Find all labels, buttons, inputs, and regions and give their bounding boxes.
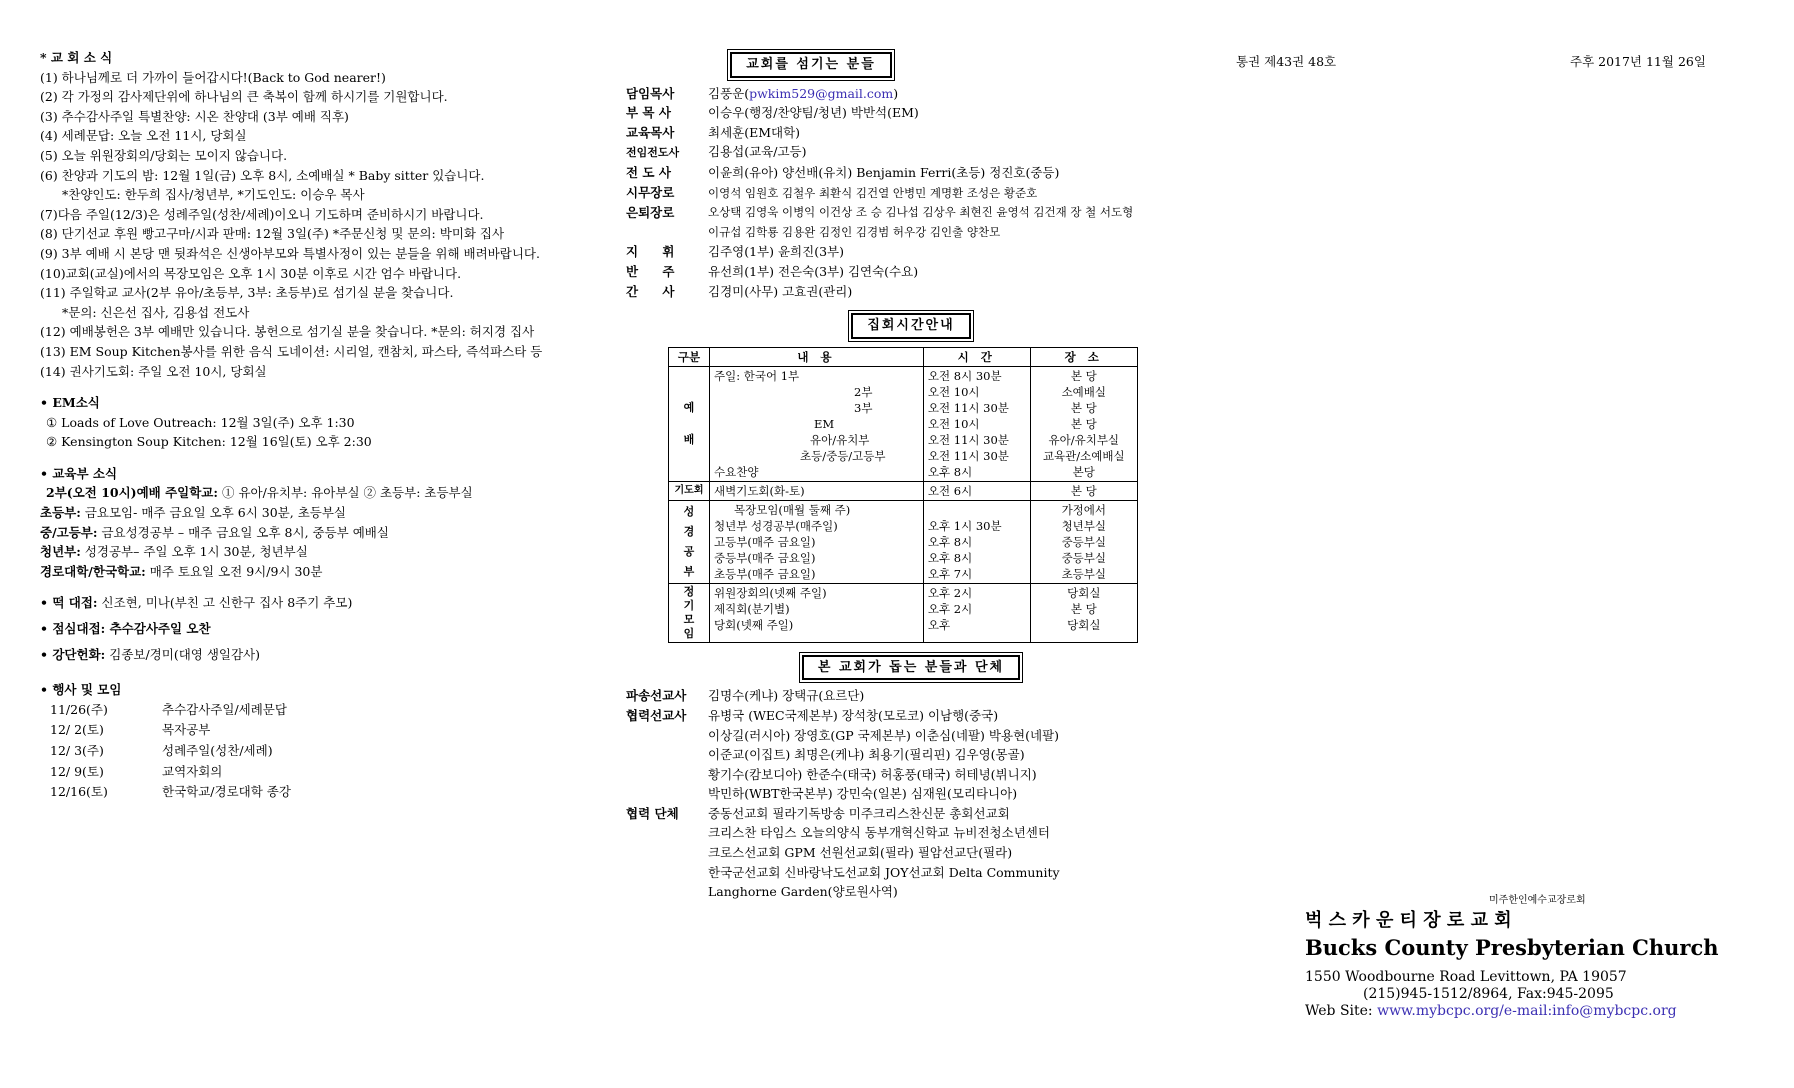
meeting-content (710, 583, 924, 642)
mission-line: 크로스선교회 GPM 선원선교회(필라) 필암선교단(필라) (708, 845, 1013, 861)
mission-label: 파송선교사 (626, 688, 687, 704)
table-row (50, 720, 291, 741)
servant-label: 은퇴장로 (626, 205, 675, 221)
servant-label: 교육목사 (626, 124, 675, 140)
servant-row (626, 142, 1146, 163)
servant-row (626, 123, 1146, 143)
schedule-time: 오전 6시 (923, 481, 1030, 500)
worship-time (923, 366, 1030, 481)
flowers-text: 김종보/경미(대영 생일감사) (105, 646, 261, 662)
mission-line: 크리스찬 타임스 오늘의양식 동부개혁신학교 뉴비전청소년센터 (708, 825, 1050, 841)
news-item: (7)다음 주일(12/3)은 성례주일(성찬/세례)이오니 기도하며 준비하시기 바랍니다. (40, 206, 484, 222)
rice-cake-text: 신조현, 미나(부친 고 신한구 집사 8주기 추모) (97, 595, 353, 611)
mission-label: 협력선교사 (626, 707, 687, 723)
servant-text: ) (893, 85, 899, 101)
servant-row (626, 282, 1146, 302)
education-item (40, 562, 600, 582)
schedule-place: 본당 (1072, 464, 1095, 479)
schedule-time: 오전 11시 30분 (927, 448, 1009, 463)
bible-place (1030, 500, 1137, 583)
servant-label: 간 사 (626, 283, 685, 299)
header-category: 구분 (669, 347, 710, 366)
mission-label: 협력 단체 (626, 805, 679, 821)
mission-line: 한국군선교회 신바랑낙도선교회 JOY선교회 Delta Community (708, 864, 1060, 880)
rice-cake-label: • 떡 대접: (40, 595, 98, 611)
schedule-place: 가정에서 (1061, 502, 1106, 517)
news-item: (13) EM Soup Kitchen봉사를 위한 음식 도네이션: 시리얼, 캔참치, 파스타, 즉석파스타 등 (40, 343, 543, 359)
mission-lines (708, 706, 1059, 804)
meeting-time (923, 583, 1030, 642)
mission-line: 김명수(케냐) 장택규(요르단) (708, 688, 865, 704)
bulletin-date: 주후 2017년 11월 26일 (1570, 54, 1706, 69)
servant-label: 시무장로 (626, 184, 675, 200)
schedule-content: 새벽기도회(화-토) (710, 481, 924, 500)
schedule-place: 청년부실 (1061, 518, 1106, 533)
missions-title: 본 교회가 돕는 분들과 단체 (802, 655, 1020, 681)
schedule-content: EM (814, 416, 835, 431)
servant-row (626, 183, 1146, 204)
table-row (669, 500, 1138, 583)
schedule-content: 초등부(매주 금요일) (714, 566, 816, 581)
schedule-place: 당회실 (1067, 585, 1101, 600)
rice-cake-line (40, 593, 600, 613)
schedule-place: 본 당 (1030, 481, 1137, 500)
servant-label: 반 주 (626, 263, 685, 279)
servant-label: 전 도 사 (626, 164, 671, 180)
table-row (669, 481, 1138, 500)
news-item: (10)교회(교실)에서의 목장모임은 오후 1시 30분 이후로 시간 엄수 바랍니다. (40, 265, 462, 281)
prayer-label: 기도회 (669, 481, 710, 500)
news-item: (5) 오늘 위원장회의/당회는 모이지 않습니다. (40, 147, 288, 163)
schedule-content: 위원장회의(넷째 주일) (714, 585, 827, 600)
church-korean-name: 벅 스 카 운 티 장 로 교 회 (1305, 910, 1512, 931)
worship-place (1030, 366, 1137, 481)
web-label: Web Site: (1305, 1003, 1378, 1019)
education-text: 금요모임- 매주 금요일 오후 6시 30분, 초등부실 (80, 505, 346, 521)
news-item: (2) 각 가정의 감사제단위에 하나님의 큰 축복이 함께 하시기를 기원합니다. (40, 89, 448, 105)
mission-lines (708, 686, 864, 706)
schedule-time: 오전 10시 (927, 384, 980, 399)
news-item: (4) 세례문답: 오늘 오전 11시, 당회실 (40, 128, 247, 144)
header-place: 장 소 (1030, 347, 1137, 366)
event-desc: 교역자회의 (162, 763, 223, 779)
flowers-line (40, 645, 600, 665)
church-info (1305, 894, 1719, 1020)
schedule-place: 교육관/소예배실 (1042, 448, 1125, 463)
education-item (40, 483, 600, 503)
servant-text: 오상택 김영욱 이병익 이건상 조 승 김나섭 김상우 최현진 윤영석 김건재 장 철 서도형 이규섭 김학룡 김용완 김정인 김경범 허우강 김인출 양찬모 (708, 205, 1134, 239)
schedule-place: 유아/유치부실 (1048, 432, 1120, 447)
left-column (40, 48, 600, 803)
table-row (50, 741, 291, 762)
news-item: (9) 3부 예배 시 본당 맨 뒷좌석은 신생아부모와 특별사정이 있는 분들을 위해 배려바랍니다. (40, 245, 540, 261)
schedule-place: 초등부실 (1061, 566, 1106, 581)
schedule-content: 목장모임(매월 둘째 주) (734, 502, 851, 517)
schedule-place: 당회실 (1067, 617, 1101, 632)
servant-text: 김주영(1부) 윤희진(3부) (708, 244, 844, 260)
schedule-time: 오전 11시 30분 (927, 400, 1009, 415)
flowers-label: • 강단헌화: (40, 646, 106, 662)
table-header-row (669, 347, 1138, 366)
event-date: 12/16(토) (50, 784, 108, 800)
servant-label: 부 목 사 (626, 105, 671, 121)
education-text: 매주 토요일 오전 9시/9시 30분 (145, 563, 323, 579)
worship-label: 예 배 (669, 366, 710, 481)
schedule-place: 본 당 (1070, 601, 1097, 616)
servant-text: 김풍운( (708, 85, 750, 101)
servant-row (626, 84, 1146, 104)
table-row (669, 583, 1138, 642)
em-item: ① Loads of Love Outreach: 12월 3일(주) 오후 1:30 (46, 414, 355, 430)
news-item: *찬양인도: 한두희 집사/청년부, *기도인도: 이승우 목사 (62, 187, 365, 203)
servant-row (626, 103, 1146, 123)
schedule-content: 제직회(분기별) (714, 601, 790, 616)
education-title: • 교육부 소식 (40, 465, 118, 481)
education-label: 초등부: (40, 505, 81, 521)
schedule-place: 소예배실 (1061, 384, 1106, 399)
volume-info: 통권 제43권 48호 (1236, 54, 1337, 69)
news-item: (12) 예배봉헌은 3부 예배만 있습니다. 봉헌으로 섬기실 분을 찾습니다. *문의: 허지경 집사 (40, 324, 535, 340)
table-row (50, 762, 291, 783)
event-date: 12/ 2(토) (50, 722, 104, 738)
news-item: (1) 하나님께로 더 가까이 들어갑시다!(Back to God nearer!) (40, 69, 386, 85)
servant-text: 김용섭(교육/고등) (708, 144, 807, 160)
schedule-content: 청년부 성경공부(매주일) (714, 518, 838, 533)
event-date: 12/ 3(주) (50, 743, 104, 758)
church-web (1305, 1003, 1719, 1020)
table-row (50, 700, 291, 721)
events-table (50, 700, 291, 803)
event-desc: 추수감사주일/세례문답 (162, 701, 287, 717)
meeting-place (1030, 583, 1137, 642)
education-label: 중/고등부: (40, 524, 98, 540)
pastor-email-link[interactable]: pwkim529@gmail.com (749, 85, 894, 101)
mission-line: 이준교(이집트) 최명은(케냐) 최용기(필리핀) 김우영(몽골) (708, 747, 1025, 763)
event-desc: 목자공부 (162, 722, 211, 738)
event-date: 11/26(주) (50, 701, 108, 717)
schedule-place: 중등부실 (1061, 534, 1106, 549)
church-news-list (40, 68, 600, 382)
church-news-title: * 교 회 소 식 (40, 50, 113, 65)
schedule-time: 오후 8시 (927, 534, 973, 549)
schedule-content: 주일: 한국어 1부 (714, 368, 800, 383)
table-row (669, 366, 1138, 481)
servant-row (626, 262, 1146, 282)
schedule-content: 유아/유치부 (810, 432, 870, 447)
church-phone: (215)945-1512/8964, Fax:945-2095 (1363, 986, 1614, 1002)
schedule-time: 오후 2시 (927, 601, 973, 616)
servant-row (626, 203, 1146, 242)
news-item: (14) 권사기도회: 주일 오전 10시, 당회실 (40, 363, 267, 379)
servant-row (626, 242, 1146, 262)
bible-time (923, 500, 1030, 583)
mission-line: 이상길(러시아) 장영호(GP 국제본부) 이춘심(네팔) 박용현(네팔) (708, 727, 1060, 743)
education-label: 2부(오전 10시)예배 주일학교: (46, 485, 218, 501)
schedule-time: 오후 8시 (927, 550, 973, 565)
denomination: 미주한인예수교장로회 (1489, 895, 1586, 906)
education-item (40, 503, 600, 523)
news-item: *문의: 신은선 집사, 김용섭 전도사 (62, 304, 250, 320)
servant-label: 전임전도사 (626, 146, 680, 160)
lunch-line: • 점심대접: 추수감사주일 오찬 (40, 621, 211, 637)
web-link[interactable]: www.mybcpc.org/e-mail:info@mybcpc.org (1377, 1003, 1677, 1019)
schedule-content: 중등부(매주 금요일) (714, 550, 816, 565)
schedule-table (668, 347, 1138, 643)
servant-text: 최세훈(EM대학) (708, 124, 801, 140)
worship-content (710, 366, 924, 481)
schedule-place: 본 당 (1070, 416, 1097, 431)
schedule-content: 2부 (854, 384, 873, 399)
education-label: 청년부: (40, 544, 81, 560)
mission-row (626, 686, 1146, 706)
schedule-time: 오전 11시 30분 (927, 432, 1009, 447)
schedule-time: 오전 8시 30분 (927, 368, 1002, 383)
bible-content (710, 500, 924, 583)
events-title: • 행사 및 모임 (40, 682, 122, 698)
middle-column (626, 52, 1146, 902)
servant-label: 지 휘 (626, 244, 685, 260)
schedule-time (928, 502, 1026, 518)
schedule-place: 본 당 (1070, 400, 1097, 415)
mission-line: 황기수(캄보디아) 한준수(태국) 허홍풍(태국) 허테녕(뷔니지) (708, 766, 1037, 782)
mission-row (626, 706, 1146, 804)
education-text: 금요성경공부 – 매주 금요일 오후 8시, 중등부 예배실 (97, 524, 389, 540)
event-desc: 한국학교/경로대학 종강 (162, 784, 291, 800)
schedule-place: 중등부실 (1061, 550, 1106, 565)
mission-lines (708, 804, 1060, 902)
education-item (40, 523, 600, 543)
em-item: ② Kensington Soup Kitchen: 12월 16일(토) 오후 2:30 (46, 434, 372, 450)
education-label: 경로대학/한국학교: (40, 563, 146, 579)
schedule-place: 본 당 (1070, 368, 1097, 383)
schedule-title: 집회시간안내 (851, 313, 970, 339)
servants-title: 교회를 섬기는 분들 (730, 52, 892, 78)
servant-row (626, 163, 1146, 183)
bible-label: 성 경 공 부 (669, 500, 710, 583)
schedule-time: 오후 (927, 617, 951, 632)
mission-row (626, 804, 1146, 902)
news-item: (8) 단기선교 후원 빵고구마/시과 판매: 12월 3일(주) *주문신청 및 문의: 박미화 집사 (40, 226, 505, 242)
table-row (50, 782, 291, 803)
education-text: 성경공부– 주일 오후 1시 30분, 청년부실 (80, 544, 308, 560)
servant-text: 이승우(행정/찬양팀/청년) 박반석(EM) (708, 105, 919, 121)
church-address: 1550 Woodbourne Road Levittown, PA 19057 (1305, 969, 1627, 985)
header-content: 내 용 (710, 347, 924, 366)
schedule-content: 3부 (854, 400, 873, 415)
servant-text: 유선희(1부) 전은숙(3부) 김연숙(수요) (708, 263, 919, 279)
news-item: (11) 주일학교 교사(2부 유아/초등부, 3부: 초등부)로 섬기실 분을 찾습니다. (40, 285, 454, 301)
schedule-content: 수요찬양 (714, 464, 759, 479)
schedule-content: 당회(넷째 주일) (714, 617, 794, 632)
schedule-time: 오후 7시 (927, 566, 973, 581)
news-item: (3) 추수감사주일 특별찬양: 시온 찬양대 (3부 예배 직후) (40, 108, 349, 124)
header-time: 시 간 (923, 347, 1030, 366)
mission-line: 박민하(WBT한국본부) 강민숙(일본) 심재원(모리타니아) (708, 786, 1018, 802)
meeting-label: 정 기 모 임 (669, 583, 710, 642)
mission-line: 유병국 (WEC국제본부) 장석창(모로코) 이남행(중국) (708, 707, 999, 723)
servant-text: 이영석 임원호 김철우 최환식 김건열 안병민 계명환 조성은 황준호 (708, 185, 1038, 200)
servant-text: 김경미(사무) 고효권(관리) (708, 283, 853, 299)
schedule-time: 오후 8시 (927, 464, 973, 479)
schedule-time: 오후 2시 (927, 585, 973, 600)
event-desc: 성례주일(성찬/세례) (162, 743, 273, 758)
church-english-name: Bucks County Presbyterian Church (1305, 935, 1719, 960)
mission-line: 중동선교회 필라기독방송 미주크리스찬신문 총회선교회 (708, 805, 1010, 821)
mission-line: Langhorne Garden(양로원사역) (708, 884, 898, 900)
schedule-time: 오후 1시 30분 (927, 518, 1002, 533)
servant-label: 담임목사 (626, 85, 675, 101)
education-item (40, 542, 600, 562)
education-text: ① 유아/유치부: 유아부실 ② 초등부: 초등부실 (218, 485, 473, 501)
schedule-content: 고등부(매주 금요일) (714, 534, 816, 549)
servant-text: 이윤희(유아) 양선배(유치) Benjamin Ferri(초등) 정진호(중등) (708, 164, 1060, 180)
news-item: (6) 찬양과 기도의 밤: 12월 1일(금) 오후 8시, 소예배실 * Baby sitter 있습니다. (40, 167, 485, 183)
event-date: 12/ 9(토) (50, 763, 104, 779)
schedule-time: 오전 10시 (927, 416, 980, 431)
em-news-title: • EM소식 (40, 395, 100, 411)
schedule-content: 초등/중등/고등부 (800, 448, 886, 463)
